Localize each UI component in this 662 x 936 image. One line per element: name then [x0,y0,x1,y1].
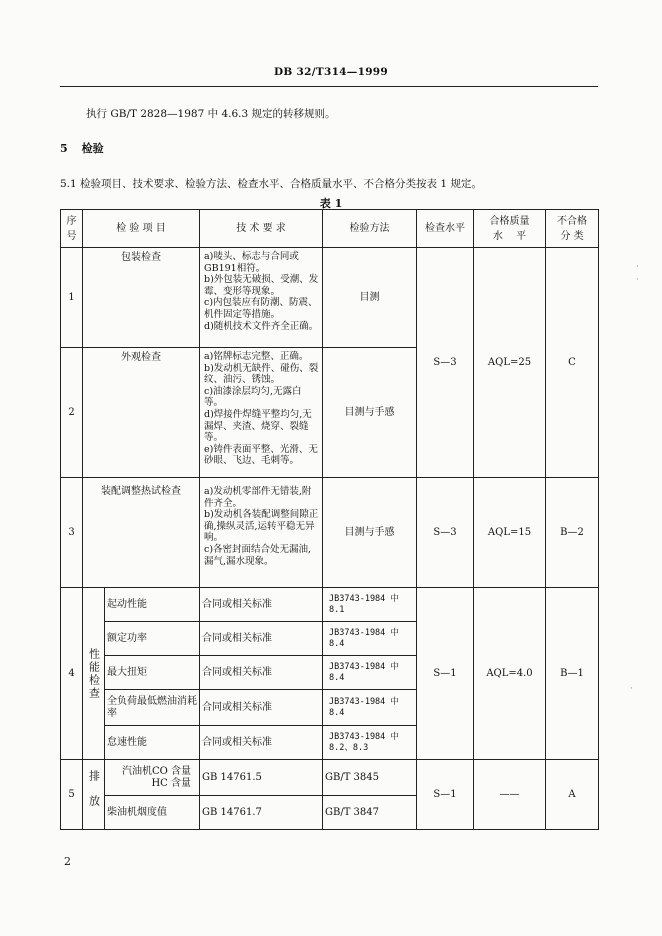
row4-sub2-item: 额定功率 [105,622,200,656]
row4-class: B—1 [546,588,599,760]
table-header-row [61,210,599,248]
row4-group-label: 性能检查 [87,647,101,700]
row5-class: A [546,760,599,830]
row5-level: S—1 [417,760,474,830]
intro-paragraph: 执行 GB/T 2828—1987 中 4.6.3 规定的转移规则。 [86,108,336,120]
section-title: 检验 [81,142,104,155]
row4-sub4-method: JB3743-1984 中 8.4 [323,690,417,726]
row4-sub5-method: JB3743-1984 中 8.2、8.3 [323,726,417,760]
row5-sub2-requirement: GB 14761.7 [200,796,323,830]
row2-method: 目测与手感 [323,348,417,478]
header-level: 检查水平 [417,210,474,248]
row4-sub4-requirement: 合同或相关标准 [200,690,323,726]
row5-group-label: 排放 [87,769,101,820]
row2-no: 2 [61,348,83,478]
clause-5-1: 5.1 检验项目、技术要求、检验方法、检查水平、合格质量水平、不合格分类按表 1 规定。 [60,178,482,190]
row4-sub3-item: 最大扭矩 [105,656,200,690]
row4-no: 4 [61,588,83,760]
header-aql: 合格质量 水 平 [474,210,546,248]
row3-level: S—3 [417,478,474,588]
row4-sub5-item: 怠速性能 [105,726,200,760]
row5-sub1-item: 汽油机CO 含量 HC 含量 [105,760,200,796]
row3-item: 装配调整热试检查 [83,478,200,588]
row5-sub1-requirement: GB 14761.5 [200,760,323,796]
scan-speck: · [636,275,639,285]
row5-group [83,760,105,830]
row3-aql: AQL=15 [474,478,546,588]
header-requirement: 技 术 要 求 [200,210,323,248]
row2-requirement: a)铭牌标志完整、正确。 b)发动机无缺件、碰伤、裂纹、油污、锈蚀。 c)油漆涂层均匀,无露白等。 d)焊接件焊缝平整均匀,无漏焊、夹渣、烧穿、裂缝等。 e)铸件表面平整、光滑、无砂眼、飞边、毛刺等。 [200,348,323,478]
section-number: 5 [60,142,68,155]
row4-sub1-item: 起动性能 [105,588,200,622]
row4-sub2-method: JB3743-1984 中 8.4 [323,622,417,656]
row1-2-class: C [546,248,599,478]
row4-aql: AQL=4.0 [474,588,546,760]
row1-no: 1 [61,248,83,348]
table-row [61,478,599,588]
section-heading [60,140,104,156]
row4-level: S—1 [417,588,474,760]
row1-method: 目测 [323,248,417,348]
row4-sub5-requirement: 合同或相关标准 [200,726,323,760]
page-number: 2 [64,855,71,868]
row3-no: 3 [61,478,83,588]
row3-class: B—2 [546,478,599,588]
row4-sub1-method: JB3743-1984 中 8.1 [323,588,417,622]
header-rule [60,86,598,87]
row4-sub1-requirement: 合同或相关标准 [200,588,323,622]
row1-2-level: S—3 [417,248,474,478]
standard-number-header: DB 32/T314—1999 [273,66,389,78]
table-row [61,248,599,348]
row4-sub3-method: JB3743-1984 中 8.4 [323,656,417,690]
table-row [61,588,599,622]
row4-sub3-requirement: 合同或相关标准 [200,656,323,690]
table-caption: 表 1 [319,197,343,210]
row1-requirement: a)唛头、标志与合同或GB191相符。 b)外包装无破损、受潮、发霉、变形等现象。 c)内包装应有防潮、防震、机件固定等措施。 d)随机技术文件齐全正确。 [200,248,323,348]
header-class: 不合格 分 类 [546,210,599,248]
row5-sub2-method: GB/T 3847 [323,796,417,830]
table-row [61,760,599,796]
row1-2-aql: AQL=25 [474,248,546,478]
header-item: 检 验 项 目 [83,210,200,248]
row4-sub4-item: 全负荷最低燃油消耗率 [105,690,200,726]
scan-speck: · [630,684,633,694]
row3-requirement: a)发动机零部件无错装,附件齐全。 b)发动机各装配调整间隙正确,操纵灵活,运转平稳无异响。 c)各密封面结合处无漏油,漏气,漏水现象。 [200,478,323,588]
header-method: 检验方法 [323,210,417,248]
row4-group [83,588,105,760]
row1-item: 包装检查 [83,248,200,348]
scan-speck: · [636,262,639,272]
row5-sub2-item: 柴油机烟度值 [105,796,200,830]
row3-method: 目测与手感 [323,478,417,588]
row5-aql: —— [474,760,546,830]
row2-item: 外观检查 [83,348,200,478]
inspection-table [60,209,599,830]
row5-no: 5 [61,760,83,830]
row5-sub1-method: GB/T 3845 [323,760,417,796]
row4-sub2-requirement: 合同或相关标准 [200,622,323,656]
header-seq: 序 号 [61,210,83,248]
